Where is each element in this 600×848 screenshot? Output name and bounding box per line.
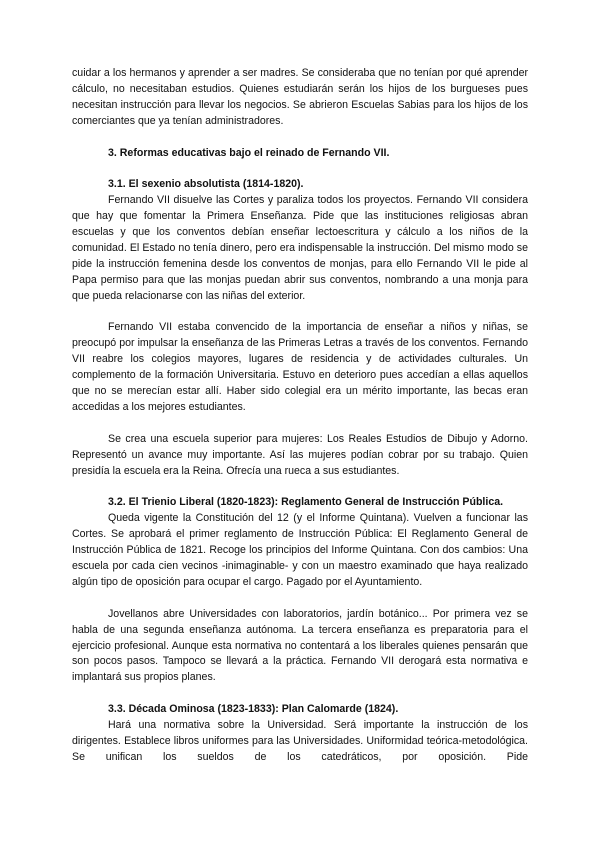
sexenio-paragraph-1: Fernando VII disuelve las Cortes y paraliza todos los proyectos. Fernando VII considera que hay que fomentar la Primera Enseñanza. Pide que las instituciones religiosas abran escuelas y que los conventos debían enseñar lectoescritura y cálculo a los niños de la comunidad. El Estado no tenía dinero, pero era indispensable la instrucción. Del mismo modo se pide la instrucción femenina desde los conventos de monjas, para ello Fernando VII le pide al Papa permiso para que las monjas puedan abrir sus conventos, nombrando a una monja para que pueda relacionarse con las niñas del exterior. bbox=[72, 194, 528, 302]
document-page bbox=[72, 66, 528, 766]
section-heading: 3. Reformas educativas bajo el reinado de Fernando VII. bbox=[108, 146, 390, 159]
sexenio-paragraph-3: Se crea una escuela superior para mujeres: Los Reales Estudios de Dibujo y Adorno. Representó un avance muy importante. Así las mujeres podían cobrar por su trabajo. Quien presidía la escuela era la Reina. Ofrecía una rueca a sus estudiantes. bbox=[72, 432, 528, 477]
subsection-heading-2: 3.2. El Trienio Liberal (1820-1823): Reglamento General de Instrucción Pública. bbox=[108, 496, 504, 509]
intro-paragraph: cuidar a los hermanos y aprender a ser madres. Se consideraba que no tenían por qué aprender cálculo, no necesitaban estudios. Quienes estudiarán serán los hijos de los burgueses pues necesitan instrucción para llevar los negocios. Se abrieron Escuelas Sabias para los hijos de los comerciantes que ya tenían administradores. bbox=[72, 67, 528, 127]
trienio-paragraph-2: Jovellanos abre Universidades con laboratorios, jardín botánico... Por primera vez se habla de una segunda enseñanza autónoma. La tercera enseñanza es preparatoria para el ejercicio profesional. Aunque esta normativa no contentará a los liberales quienes pensarán que son pocos pasos. Tampoco se llevará a la práctica. Fernando VII derogará esta normativa e implantará sus propios planes. bbox=[72, 607, 528, 684]
subsection-heading-3: 3.3. Década Ominosa (1823-1833): Plan Calomarde (1824). bbox=[108, 703, 399, 716]
trienio-paragraph-1: Queda vigente la Constitución del 12 (y el Informe Quintana). Vuelven a funcionar las Cortes. Se aprobará el primer reglamento de Instrucción Pública: El Reglamento General de Instrucción Pública de 1821. Recoge los principios del Informe Quintana. Con dos cambios: Una escuela por cada cien vecinos -inimaginable- y con un maestro examinado que haya realizado algún tipo de oposición para ocupar el cargo. Pagado por el Ayuntamiento. bbox=[72, 512, 528, 588]
ominosa-paragraph-1: Hará una normativa sobre la Universidad. Será importante la instrucción de los dirigentes. Establece libros uniformes para las Universidades. Uniformidad teórica-metodológica. Se unifican los sueldos de los catedráticos, por oposición. Pide bbox=[72, 719, 528, 763]
subsection-heading-1: 3.1. El sexenio absolutista (1814-1820). bbox=[108, 178, 304, 191]
sexenio-paragraph-2: Fernando VII estaba convencido de la importancia de enseñar a niños y niñas, se preocupó por impulsar la enseñanza de las Primeras Letras a través de los conventos. Fernando VII reabre los colegios mayores, lugares de residencia y de actividades culturales. Un complemento de la formación Universitaria. Estuvo en deterioro pues accedían a ellas aquellos que no se merecían estar allí. Haber sido colegial era un mérito importante, las becas eran accedidas a los mejores estudiantes. bbox=[72, 321, 528, 413]
